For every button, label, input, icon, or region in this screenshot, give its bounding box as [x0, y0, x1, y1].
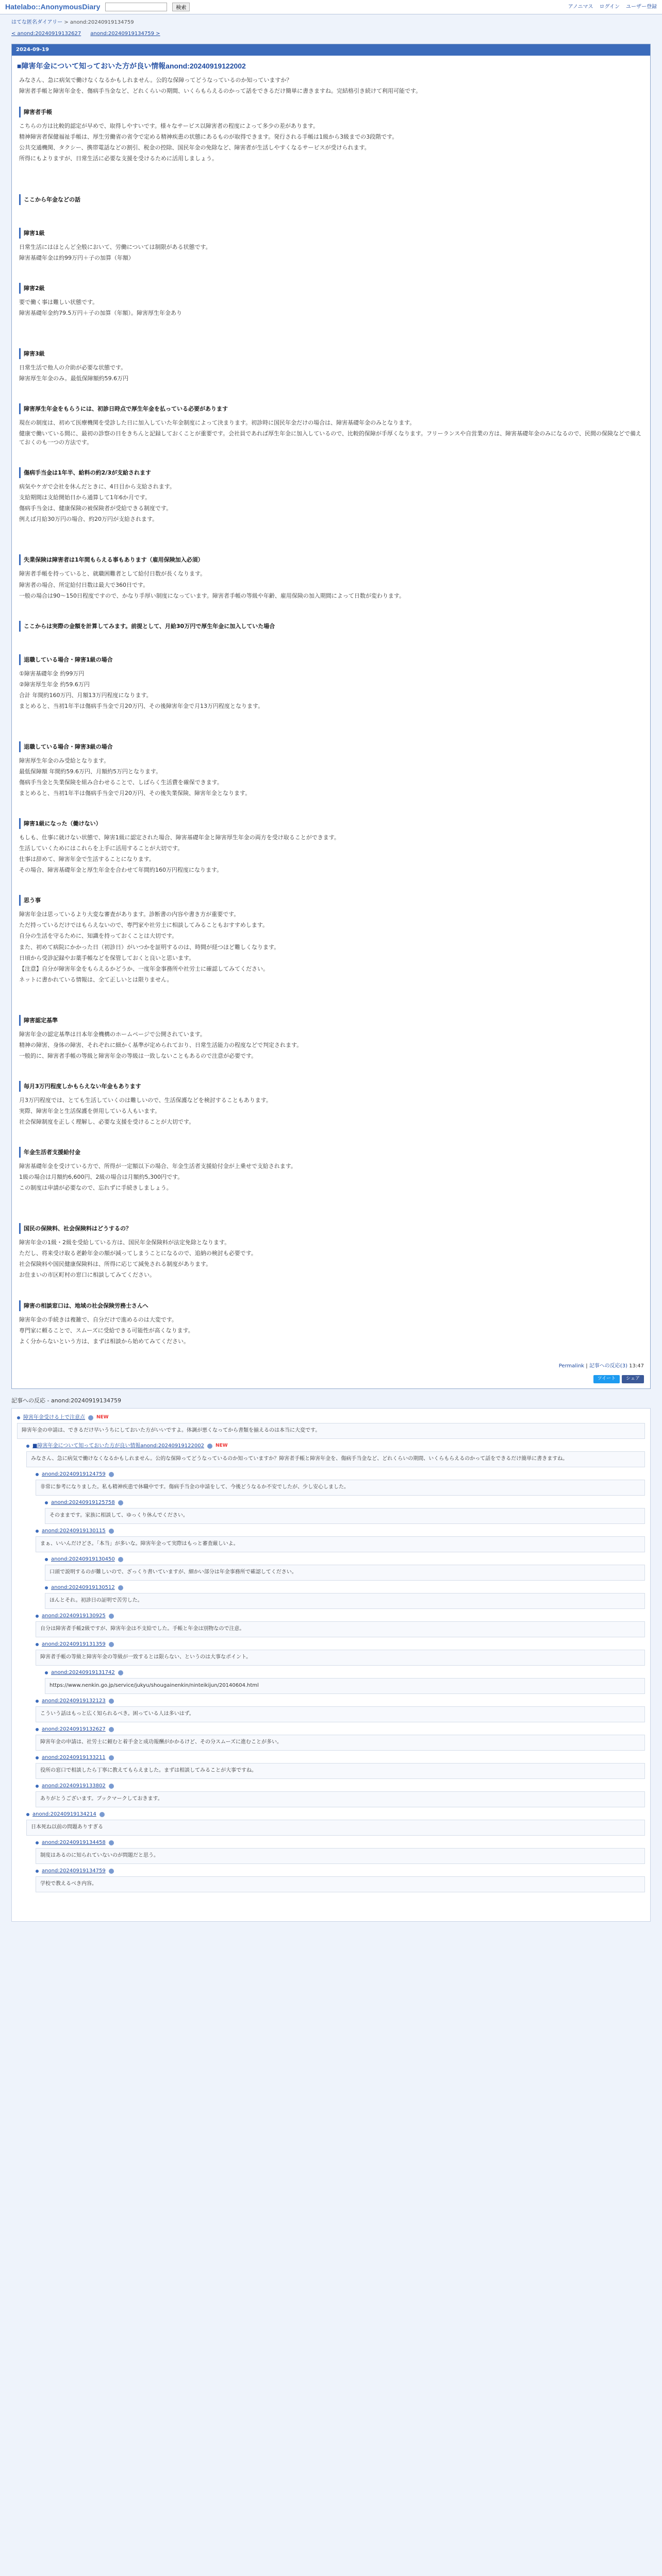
top-bar — [0, 0, 662, 14]
reference-link[interactable]: anond:20240919133802 — [42, 1783, 106, 1789]
section-text: 障害厚生年金のみ受給となります。 — [19, 757, 110, 764]
bookmark-icon[interactable] — [109, 1840, 114, 1845]
section-heading: 障害1級になった（働けない） — [19, 818, 643, 829]
reference-body — [36, 1621, 645, 1638]
reference-link[interactable]: anond:20240919134759 — [42, 1868, 106, 1874]
spacer — [19, 800, 643, 807]
section-text: こちらの方は比較的認定が早めで、取得しやすいです。様々なサービス以障害者の程度によって多少の差があります。 — [19, 123, 319, 130]
section-text: 専門家に頼ることで、スムーズに受給できる可能性が高くなります。 — [19, 1327, 194, 1334]
reference-body — [45, 1593, 645, 1609]
section-text: 月3万円程度では、とても生活していくのは難しいので、生活保護などを検討することもあります。 — [19, 1096, 272, 1104]
reference-node-header — [36, 1839, 645, 1847]
bookmark-icon[interactable] — [109, 1699, 114, 1704]
section-text: 障害者手帳を持っていると、就職困難者として給付日数が長くなります。 — [19, 570, 206, 578]
reference-node-header — [26, 1810, 645, 1819]
section-heading: ここからは実際の金額を計算してみます。前提として、月給30万円で厚生年金に加入していた場合 — [19, 621, 643, 632]
reference-node — [36, 1725, 645, 1751]
spacer — [19, 1128, 643, 1136]
new-badge: NEW — [96, 1414, 109, 1420]
entry-date: 2024-09-19 — [12, 44, 650, 56]
reference-node — [26, 1442, 645, 1467]
reference-node-header — [45, 1499, 645, 1507]
spacer — [19, 449, 643, 456]
section-text: よく分からないという方は、まずは相談から始めてみてください。 — [19, 1337, 189, 1345]
reference-node — [17, 1414, 645, 1439]
reference-text: 障害者手帳の等級と障害年金の等級が一致するとは限らない、というのは大事なポイント。 — [40, 1654, 252, 1660]
reference-link[interactable]: anond:20240919125758 — [51, 1500, 115, 1506]
section-text: 合計 年間約160万円、月額13万円程度になります。 — [19, 691, 152, 699]
reference-text: https://www.nenkin.go.jp/service/jukyu/shougainenkin/ninteikijun/20140604.html — [49, 1682, 259, 1688]
section-text: もしも、仕事に就けない状態で、障害1級に認定された場合、障害基礎年金と障害厚生年金の両方を受け取ることができます。 — [19, 834, 340, 841]
section-heading: 障害厚生年金をもらうには、初診日時点で厚生年金を払っている必要があります — [19, 403, 643, 414]
reference-body — [36, 1706, 645, 1723]
reference-link[interactable]: anond:20240919130925 — [42, 1613, 106, 1619]
reference-text: 自分は障害者手帳2級ですが、障害年金は不支給でした。手帳と年金は別物なので注意。 — [40, 1625, 245, 1632]
reference-link[interactable]: anond:20240919132627 — [42, 1726, 106, 1733]
section-heading: 障害1級 — [19, 228, 643, 239]
bookmark-icon[interactable] — [109, 1869, 114, 1874]
section-heading: 障害者手帳 — [19, 107, 643, 117]
bookmark-icon[interactable] — [100, 1812, 105, 1817]
reference-text: 障害年金の申請は、社労士に頼むと着手金と成功報酬がかかるけど、その分スムーズに進むことが多い。 — [40, 1739, 282, 1745]
new-badge: NEW — [215, 1443, 228, 1448]
section-text: 支給期間は支給開始日から通算して1年6か月です。 — [19, 494, 151, 501]
reference-body — [36, 1536, 645, 1553]
bullet-icon — [45, 1558, 48, 1561]
reference-node — [36, 1470, 645, 1496]
reference-body — [36, 1763, 645, 1780]
breadcrumb-home[interactable]: はてな匿名ダイアリー — [11, 20, 63, 25]
section-heading: 退職している場合・障害3級の場合 — [19, 741, 643, 752]
bookmark-icon[interactable] — [109, 1472, 114, 1477]
reference-node-header — [36, 1640, 645, 1649]
section-text: 1級の場合は月額約6,600円、2級の場合は月額約5,300円です。 — [19, 1174, 184, 1181]
bullet-icon — [36, 1728, 39, 1731]
spacer — [19, 526, 643, 543]
reference-text: まぁ、いいんだけどさ。「本当」が多いな。障害年金って実際はもっと審査厳しいよ。 — [40, 1540, 239, 1547]
reference-text: 役所の窓口で相談したら丁寧に教えてもらえました。まずは相談してみることが大事ですね。 — [40, 1767, 257, 1773]
bullet-icon — [36, 1841, 39, 1844]
bookmark-icon[interactable] — [109, 1755, 114, 1760]
reference-link[interactable]: anond:20240919131359 — [42, 1641, 106, 1648]
section-heading: 障害の相談窓口は、地域の社会保険労務士さんへ — [19, 1300, 643, 1311]
intro-line: みなさん、急に病気で働けなくなるかもしれません。公的な保障ってどうなっているのか知っていますか？ — [19, 77, 292, 84]
bullet-icon — [36, 1643, 39, 1646]
reference-node-header — [45, 1669, 645, 1677]
section-text: 日頃から受診記録やお薬手帳などを保管しておくと良いと思います。 — [19, 954, 195, 961]
spacer — [19, 165, 643, 183]
spacer — [19, 264, 643, 272]
section-text: 例えば月給30万円の場合、約20万円が支給されます。 — [19, 516, 158, 523]
bullet-icon — [36, 1700, 39, 1703]
entry-footer: Permalink | 記事への反応(3) 13:47 — [558, 1363, 644, 1369]
reference-link[interactable]: 障害年金受ける上で注意点 — [23, 1415, 85, 1421]
section-text: 自分の生活を守るために、知識を持っておくことは大切です。 — [19, 933, 178, 940]
bookmark-icon[interactable] — [118, 1557, 123, 1562]
section-text: 傷病手当金は、健康保険の被保険者が受給できる制度です。 — [19, 505, 172, 512]
bookmark-icon[interactable] — [118, 1585, 123, 1590]
reference-node-header — [45, 1555, 645, 1564]
breadcrumb: はてな匿名ダイアリー > anond:20240919134759 — [11, 20, 134, 25]
reference-node — [45, 1499, 645, 1524]
bullet-icon — [45, 1671, 48, 1674]
reference-text: ありがとうございます。ブックマークしておきます。 — [40, 1795, 163, 1802]
section-text: 障害基礎年金は約99万円＋子の加算（年額） — [19, 254, 134, 261]
section-text: 社会保険料や国民健康保険料は、所得に応じて減免される制度があります。 — [19, 1261, 212, 1268]
section-text: ネットに書かれている情報は、全て正しいとは限りません。 — [19, 976, 173, 983]
section-text: 公共交通機関、タクシー、携帯電話などの割引、税金の控除、国民年金の免除など、障害者が生活しやすくなるサービスが受けられます。 — [19, 144, 370, 151]
spacer — [19, 602, 643, 609]
reference-node-header — [36, 1697, 645, 1705]
comments-link[interactable]: 記事への反応(3) — [589, 1363, 627, 1369]
section-heading: 年金生活者支援給付金 — [19, 1147, 643, 1158]
bullet-icon — [17, 1416, 20, 1419]
section-heading: 退職している場合・障害1級の場合 — [19, 654, 643, 665]
search-input[interactable] — [105, 3, 167, 11]
bookmark-icon[interactable] — [109, 1642, 114, 1647]
spacer — [19, 319, 643, 337]
breadcrumb-current: anond:20240919134759 — [70, 20, 134, 25]
entry-body — [12, 76, 650, 1360]
reference-body — [36, 1735, 645, 1751]
spacer — [19, 713, 643, 730]
reference-body — [45, 1678, 645, 1694]
reference-node-header — [36, 1754, 645, 1762]
reference-link[interactable]: anond:20240919134458 — [42, 1840, 106, 1846]
reference-node-header — [17, 1414, 645, 1422]
reference-node-header — [36, 1470, 645, 1479]
reference-body — [36, 1791, 645, 1808]
section-text: お住まいの市区町村の窓口に相談してみてください。 — [19, 1272, 155, 1279]
section-text: 精神障害者保健福祉手帳は、厚生労働省の省令で定める精神疾患の状態にあるものが取得できます。発行される手帳は1級から3級までの3段階です。 — [19, 133, 398, 141]
top-links — [568, 3, 657, 11]
section-text: 要で働く事は難しい状態です。 — [19, 298, 98, 306]
reference-text: みなさん、急に病気で働けなくなるかもしれません。公的な保障ってどうなっているのか知っていますか？障害者手帳と障害年金を、傷病手当金など、どれくらいの期間、いくらもらえるのかって話をできるだけ簡単に書きますね。 — [31, 1455, 568, 1462]
section-text: 仕事は辞めて、障害年金で生活することになります。 — [19, 856, 155, 863]
section-text: 【注意】自分が障害年金をもらえるかどうか、一度年金事務所や社労士に確認してみてください。 — [19, 965, 269, 972]
references-heading: 記事への反応 - anond:20240919134759 — [11, 1397, 122, 1404]
reference-node — [36, 1612, 645, 1637]
section-text: 障害年金は思っているより大変な審査があります。診断書の内容や書き方が重要です。 — [19, 911, 240, 918]
spacer — [19, 209, 643, 216]
section-text: 傷病手当金と失業保険を組み合わせることで、しばらく生活費を確保できます。 — [19, 779, 223, 786]
reference-body — [17, 1423, 645, 1439]
section-text: 障害基礎年金約79.5万円＋子の加算（年額）。障害厚生年金あり — [19, 309, 182, 316]
intro-line: 障害者手帳と障害年金を、傷病手当金など、どれくらいの期間、いくらもらえるのかって話をできるだけ簡単に書きますね。完結格引き続けて利用可能です。 — [19, 88, 422, 95]
reference-body — [26, 1820, 645, 1836]
bookmark-icon[interactable] — [109, 1529, 114, 1534]
reference-node — [36, 1697, 645, 1722]
section-heading: ここから年金などの話 — [19, 194, 643, 205]
reference-text: 制度はあるのに知られていないのが問題だと思う。 — [40, 1852, 159, 1858]
entry — [11, 44, 651, 1389]
prev-link[interactable]: < anond:20240919132627 — [11, 30, 81, 37]
section-text: 障害者の場合、所定給付日数は最大で360日です。 — [19, 581, 149, 588]
entry-title[interactable]: ■障害年金について知っておいた方が良い情報anond:20240919122002 — [17, 61, 246, 70]
section-text: また、初めて病院にかかった日（初診日）がいつかを証明するのは、時間が経つほど難しくなります。 — [19, 943, 280, 951]
reference-node — [36, 1839, 645, 1864]
section-text: 生活していくためにはこれらを上手に活用することが大切です。 — [19, 845, 184, 852]
tweet-button[interactable]: ツイート — [593, 1375, 620, 1383]
bookmark-icon[interactable] — [118, 1670, 123, 1675]
reference-node-header — [26, 1442, 645, 1450]
next-link[interactable]: anond:20240919134759 > — [90, 30, 160, 37]
bullet-icon — [36, 1530, 39, 1533]
section-text: ①障害基礎年金 約99万円 — [19, 670, 85, 677]
section-text: 健康で働いている間に、最初の診察の日をきちんと記録しておくことが重要です。会社員であれば厚生年金に加入しているので、比較的保障が手厚くなります。フリーランスや自営業の方は、障害基礎年金のみになるので、民間の保険などで備えておくのも一つの方法です。 — [19, 430, 642, 446]
reference-node — [45, 1669, 645, 1694]
bookmark-icon[interactable] — [118, 1500, 123, 1505]
top-link-anonymous[interactable]: アノニマス — [568, 4, 593, 10]
section-heading: 国民の保険料、社会保険料はどうするの？ — [19, 1223, 643, 1234]
bullet-icon — [45, 1586, 48, 1589]
reference-body — [45, 1508, 645, 1524]
bullet-icon — [36, 1473, 39, 1476]
section-text: まとめると、当初1年半は傷病手当金で月20万円、その後障害年金で月13万円程度となります。 — [19, 702, 264, 709]
reference-text: 障害年金の申請は、できるだけ早いうちにしておいた方がいいですよ。体調が悪くなってから書類を揃えるのは本当に大変です。 — [22, 1427, 321, 1433]
reference-link[interactable]: ■障害年金について知っておいた方が良い情報anond:20240919122002 — [32, 1443, 204, 1449]
reference-node-header — [36, 1782, 645, 1790]
spacer — [19, 1348, 643, 1355]
section-heading: 失業保険は障害者は1年間もらえる事もあります（雇用保険加入必須） — [19, 554, 643, 565]
reference-node — [36, 1782, 645, 1807]
section-heading: 毎月3万円程度しかもらえない年金もあります — [19, 1081, 643, 1092]
spacer — [19, 1282, 643, 1289]
bookmark-icon[interactable] — [207, 1444, 212, 1449]
section-text: 社会保障制度を正しく理解し、必要な支援を受けることが大切です。 — [19, 1118, 195, 1126]
reference-body — [36, 1876, 645, 1893]
reference-node-header — [36, 1527, 645, 1535]
reference-link[interactable]: anond:20240919130450 — [51, 1556, 115, 1563]
bookmark-icon[interactable] — [109, 1614, 114, 1619]
reference-node — [26, 1810, 645, 1836]
bullet-icon — [36, 1756, 39, 1759]
section-heading: 障害3級 — [19, 348, 643, 359]
reference-node-header — [36, 1867, 645, 1875]
section-heading: 障害2級 — [19, 283, 643, 294]
section-text: ただ持っているだけではもらえないので、専門家や社労士に相談してみることもおすすめします。 — [19, 922, 269, 929]
bullet-icon — [36, 1785, 39, 1788]
section-text: 日常生活で他人の介助が必要な状態です。 — [19, 364, 127, 371]
reference-node — [45, 1555, 645, 1581]
reference-body — [26, 1451, 645, 1468]
reference-text: 日本死ね以前の問題ありすぎる — [31, 1824, 103, 1830]
section-text: 障害厚生年金のみ。最低保障額約59.6万円 — [19, 375, 129, 382]
section-text: 障害基礎年金を受けている方で、所得が一定額以下の場合、年金生活者支援給付金が上乗せで支給されます。 — [19, 1163, 296, 1170]
section-text: 日常生活にはほとんど全般において、労働については制限がある状態です。 — [19, 243, 211, 250]
spacer — [19, 1194, 643, 1212]
reference-body — [36, 1480, 645, 1496]
spacer — [19, 986, 643, 1004]
entry-time: 13:47 — [629, 1363, 644, 1369]
share-buttons — [12, 1375, 650, 1388]
spacer — [19, 1062, 643, 1070]
reference-text: 口頭で説明するのが難しいので、ざっくり書いていますが、細かい部分は年金事務所で確認してください。 — [49, 1569, 297, 1575]
reference-body — [36, 1848, 645, 1865]
reference-link[interactable]: anond:20240919131742 — [51, 1670, 115, 1676]
reference-node — [45, 1584, 645, 1609]
bullet-icon — [26, 1445, 29, 1448]
section-text: ただし、将来受け取る老齢年金の額が減ってしまうことになるので、追納の検討も必要です。 — [19, 1250, 257, 1257]
section-text: 障害年金の手続きは複雑で、自分だけで進めるのは大変です。 — [19, 1316, 177, 1323]
section-text: 所得にもよりますが、日常生活に必要な支援を受けるために活用しましょう。 — [19, 155, 218, 162]
site-logo[interactable]: Hatelabo::AnonymousDiary — [5, 2, 101, 11]
top-link-login[interactable]: ログイン — [599, 4, 620, 10]
reference-node-header — [36, 1612, 645, 1620]
bullet-icon — [45, 1501, 48, 1504]
spacer — [19, 876, 643, 884]
facebook-share-button[interactable]: シェア — [622, 1375, 644, 1383]
section-text: 現在の制度は、初めて医療機関を受診した日に加入していた年金制度によって決まります。初診時に国民年金だけの場合は、障害基礎年金のみとなります。 — [19, 419, 416, 427]
bullet-icon — [36, 1615, 39, 1618]
section-text: 一般的に、障害者手帳の等級と障害年金の等級は一致しないこともあるので注意が必要です。 — [19, 1052, 257, 1059]
reference-link[interactable]: anond:20240919132123 — [42, 1698, 106, 1704]
section-text: その場合、障害基礎年金と厚生年金を合わせて年間約160万円程度になります。 — [19, 867, 223, 874]
reference-body — [36, 1650, 645, 1666]
reference-text: こういう話はもっと広く知られるべき。困っている人は多いはず。 — [40, 1710, 194, 1717]
bookmark-icon[interactable] — [88, 1415, 93, 1420]
reference-text: ほんとそれ。初診日の証明で苦労した。 — [49, 1597, 143, 1603]
bullet-icon — [36, 1870, 39, 1873]
reference-node — [36, 1527, 645, 1552]
reference-node — [36, 1867, 645, 1892]
permalink[interactable]: Permalink — [558, 1363, 585, 1369]
spacer — [19, 385, 643, 392]
reference-text: そのままです。家族に相談して、ゆっくり休んでください。 — [49, 1512, 188, 1518]
reference-tree — [11, 1408, 651, 1922]
section-text: 一般の場合は90〜150日程度ですので、かなり手厚い制度になっています。障害者手帳の等級や年齢、雇用保険の加入期間によって日数が変わります。 — [19, 592, 405, 599]
pager — [0, 27, 662, 41]
reference-node-header — [36, 1725, 645, 1734]
reference-body — [45, 1565, 645, 1581]
section-text: まとめると、当初1年半は傷病手当金で月20万円、その後失業保険、障害年金となります。 — [19, 790, 251, 797]
spacer — [19, 636, 643, 643]
reference-node-header — [45, 1584, 645, 1592]
reference-link[interactable]: anond:20240919130512 — [51, 1585, 115, 1591]
reference-text: 非常に参考になりました。私も精神疾患で休職中です。傷病手当金の申請をして、今後どうなるか不安でしたが、少し安心しました。 — [40, 1484, 349, 1490]
reference-link[interactable]: anond:20240919130115 — [42, 1528, 106, 1534]
section-text: 障害年金の認定基準は日本年金機構のホームページで公開されています。 — [19, 1030, 206, 1038]
reference-node — [36, 1754, 645, 1779]
section-text: 精神の障害、身体の障害、それぞれに細かく基準が定められており、日常生活能力の程度などで判定されます。 — [19, 1041, 303, 1048]
section-text: この制度は申請が必要なので、忘れずに手続きしましょう。 — [19, 1184, 172, 1192]
bookmark-icon[interactable] — [109, 1727, 114, 1732]
section-text: 病気やケガで会社を休んだときに、4日目から支給されます。 — [19, 483, 175, 490]
reference-link[interactable]: anond:20240919134214 — [32, 1811, 96, 1818]
section-text: ②障害厚生年金 約59.6万円 — [19, 681, 90, 688]
reference-node — [36, 1640, 645, 1666]
reference-link[interactable]: anond:20240919124759 — [42, 1471, 106, 1478]
reference-link[interactable]: anond:20240919133211 — [42, 1755, 106, 1761]
section-heading: 思う事 — [19, 895, 643, 906]
bullet-icon — [26, 1813, 29, 1816]
search-button[interactable]: 検索 — [172, 3, 190, 11]
section-text: 最低保障額 年間約59.6万円、月額約5万円となります。 — [19, 768, 162, 775]
section-text: 実際、障害年金と生活保護を併用している人もいます。 — [19, 1108, 161, 1114]
bookmark-icon[interactable] — [109, 1784, 114, 1789]
section-text: 障害年金の1級・2級を受給している方は、国民年金保険料が法定免除となります。 — [19, 1239, 230, 1246]
section-heading: 傷病手当金は1年半、給料の約2/3が支給されます — [19, 467, 643, 478]
section-heading: 障害認定基準 — [19, 1015, 643, 1026]
reference-text: 学校で教えるべき内容。 — [40, 1880, 97, 1887]
top-link-register[interactable]: ユーザー登録 — [626, 4, 657, 10]
